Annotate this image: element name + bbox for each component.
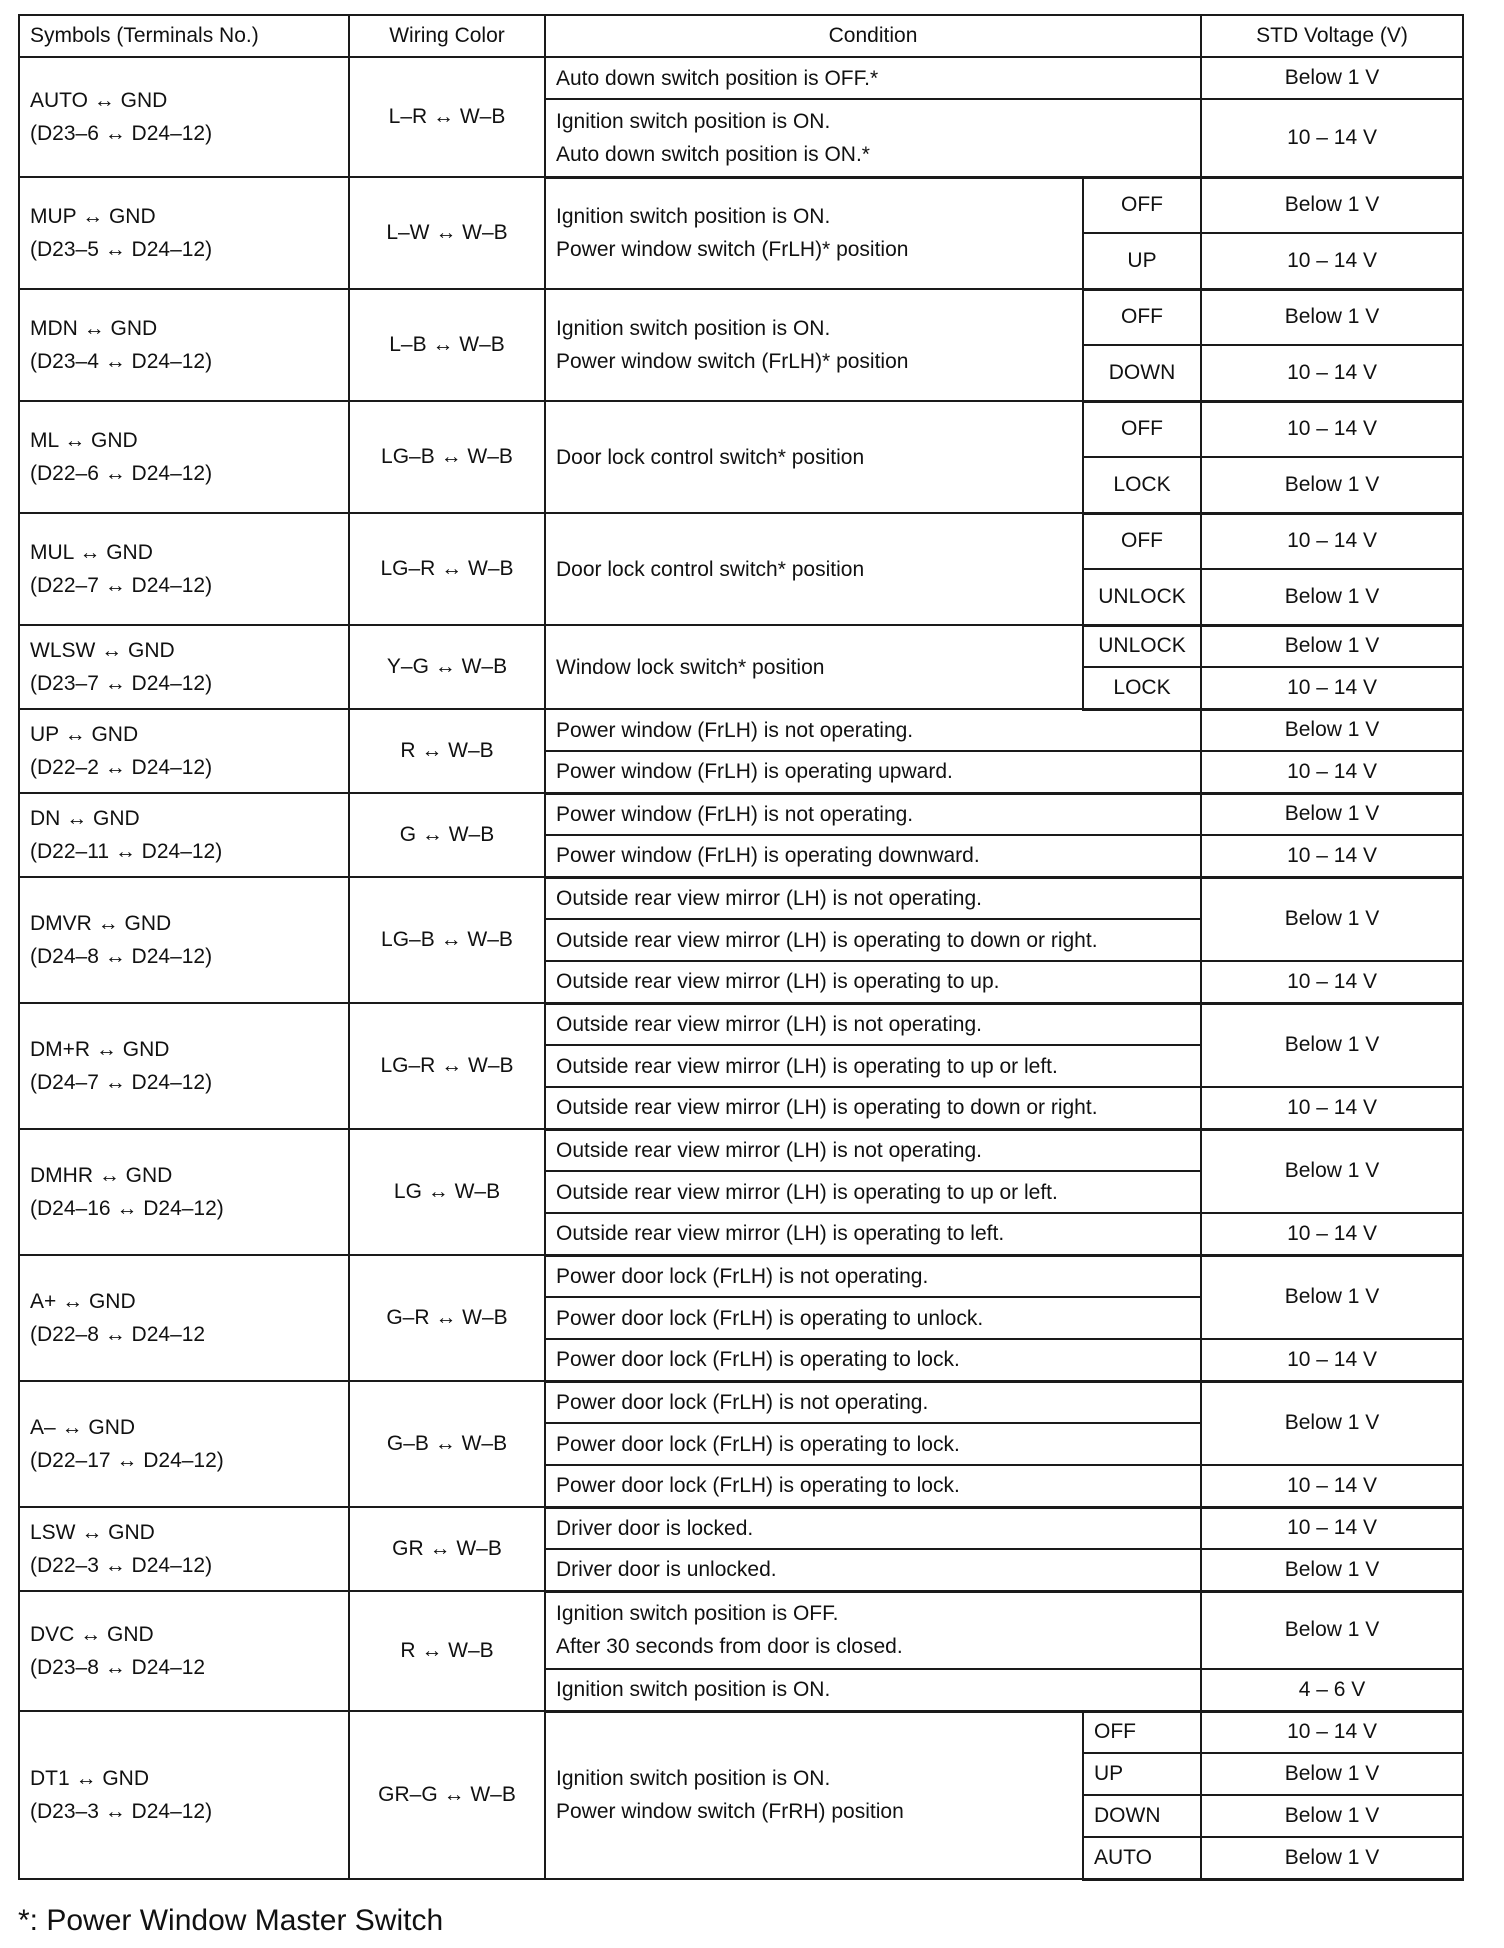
wiring-color-cell: L–R ↔ W–B (349, 57, 545, 177)
wiring-color-cell: L–B ↔ W–B (349, 289, 545, 401)
wiring-color-cell: LG–R ↔ W–B (349, 513, 545, 625)
wiring-color-cell: LG–B ↔ W–B (349, 877, 545, 1003)
header-std-voltage: STD Voltage (V) (1201, 15, 1463, 57)
condition-cell: Ignition switch position is OFF. After 30 seconds from door is closed. (545, 1591, 1201, 1669)
condition-cell: Power door lock (FrLH) is not operating. (545, 1381, 1201, 1423)
condition-cell: Power door lock (FrLH) is operating to lock. (545, 1339, 1201, 1381)
voltage-cell: Below 1 V (1201, 177, 1463, 233)
condition-cell: Door lock control switch* position (545, 401, 1083, 513)
condition-cell: Power door lock (FrLH) is operating to unlock. (545, 1297, 1201, 1339)
voltage-cell: 10 – 14 V (1201, 1339, 1463, 1381)
position-cell: UP (1083, 1753, 1201, 1795)
condition-cell: Ignition switch position is ON. (545, 1669, 1201, 1711)
position-cell: LOCK (1083, 667, 1201, 709)
wiring-color-cell: GR ↔ W–B (349, 1507, 545, 1591)
voltage-cell: 10 – 14 V (1201, 345, 1463, 401)
voltage-cell: 10 – 14 V (1201, 401, 1463, 457)
position-cell: OFF (1083, 1711, 1201, 1753)
table-row (19, 1591, 1463, 1669)
position-cell: UP (1083, 233, 1201, 289)
condition-cell: Outside rear view mirror (LH) is not operating. (545, 1003, 1201, 1045)
condition-cell: Power door lock (FrLH) is operating to lock. (545, 1465, 1201, 1507)
voltage-cell: Below 1 V (1201, 625, 1463, 667)
position-cell: DOWN (1083, 345, 1201, 401)
voltage-cell: 10 – 14 V (1201, 513, 1463, 569)
position-cell: OFF (1083, 177, 1201, 233)
wiring-color-cell: GR–G ↔ W–B (349, 1711, 545, 1879)
condition-cell: Power window (FrLH) is not operating. (545, 709, 1201, 751)
voltage-cell: 10 – 14 V (1201, 751, 1463, 793)
footnote: *: Power Window Master Switch (18, 1904, 444, 1937)
symbol-cell: UP ↔ GND (D22–2 ↔ D24–12) (19, 709, 349, 793)
condition-cell: Outside rear view mirror (LH) is operating to up. (545, 961, 1201, 1003)
position-cell: OFF (1083, 401, 1201, 457)
table-row (19, 625, 1463, 667)
table-header-row (19, 15, 1463, 57)
terminal-voltage-table (18, 14, 1464, 1881)
table-row (19, 57, 1463, 99)
condition-cell: Door lock control switch* position (545, 513, 1083, 625)
condition-cell: Power door lock (FrLH) is not operating. (545, 1255, 1201, 1297)
voltage-cell: Below 1 V (1201, 1549, 1463, 1591)
position-cell: UNLOCK (1083, 625, 1201, 667)
voltage-cell: Below 1 V (1201, 1129, 1463, 1213)
wiring-color-cell: R ↔ W–B (349, 709, 545, 793)
voltage-cell: Below 1 V (1201, 457, 1463, 513)
voltage-cell: Below 1 V (1201, 1837, 1463, 1879)
voltage-cell: Below 1 V (1201, 1795, 1463, 1837)
condition-cell: Outside rear view mirror (LH) is operating to up or left. (545, 1171, 1201, 1213)
table-row (19, 177, 1463, 233)
condition-cell: Window lock switch* position (545, 625, 1083, 709)
symbol-cell: LSW ↔ GND (D22–3 ↔ D24–12) (19, 1507, 349, 1591)
table-row (19, 1711, 1463, 1753)
table-row (19, 1255, 1463, 1297)
table-row (19, 513, 1463, 569)
symbol-cell: ML ↔ GND (D22–6 ↔ D24–12) (19, 401, 349, 513)
wiring-color-cell: G ↔ W–B (349, 793, 545, 877)
header-condition: Condition (545, 15, 1201, 57)
wiring-color-cell: R ↔ W–B (349, 1591, 545, 1711)
voltage-cell: 10 – 14 V (1201, 1507, 1463, 1549)
condition-cell: Ignition switch position is ON. Power window switch (FrRH) position (545, 1711, 1083, 1879)
table-row (19, 793, 1463, 835)
position-cell: DOWN (1083, 1795, 1201, 1837)
voltage-cell: Below 1 V (1201, 289, 1463, 345)
symbol-cell: A+ ↔ GND (D22–8 ↔ D24–12 (19, 1255, 349, 1381)
table-row (19, 401, 1463, 457)
symbol-cell: MUP ↔ GND (D23–5 ↔ D24–12) (19, 177, 349, 289)
table-row (19, 709, 1463, 751)
voltage-cell: 10 – 14 V (1201, 1213, 1463, 1255)
condition-cell: Power door lock (FrLH) is operating to lock. (545, 1423, 1201, 1465)
condition-cell: Power window (FrLH) is operating downward. (545, 835, 1201, 877)
symbol-cell: AUTO ↔ GND (D23–6 ↔ D24–12) (19, 57, 349, 177)
table-row (19, 1003, 1463, 1045)
condition-cell: Outside rear view mirror (LH) is operating to left. (545, 1213, 1201, 1255)
voltage-cell: 10 – 14 V (1201, 835, 1463, 877)
voltage-cell: Below 1 V (1201, 1255, 1463, 1339)
voltage-cell: 10 – 14 V (1201, 667, 1463, 709)
condition-cell: Driver door is locked. (545, 1507, 1201, 1549)
symbol-cell: DM+R ↔ GND (D24–7 ↔ D24–12) (19, 1003, 349, 1129)
voltage-cell: 10 – 14 V (1201, 1087, 1463, 1129)
terminal-voltage-sheet (18, 14, 1462, 1881)
condition-cell: Ignition switch position is ON. Power window switch (FrLH)* position (545, 177, 1083, 289)
condition-cell: Driver door is unlocked. (545, 1549, 1201, 1591)
condition-cell: Ignition switch position is ON. Power window switch (FrLH)* position (545, 289, 1083, 401)
condition-cell: Power window (FrLH) is operating upward. (545, 751, 1201, 793)
position-cell: OFF (1083, 289, 1201, 345)
position-cell: UNLOCK (1083, 569, 1201, 625)
table-row (19, 1507, 1463, 1549)
wiring-color-cell: Y–G ↔ W–B (349, 625, 545, 709)
position-cell: OFF (1083, 513, 1201, 569)
voltage-cell: 4 – 6 V (1201, 1669, 1463, 1711)
position-cell: LOCK (1083, 457, 1201, 513)
condition-cell: Outside rear view mirror (LH) is operating to down or right. (545, 1087, 1201, 1129)
voltage-cell: 10 – 14 V (1201, 961, 1463, 1003)
position-cell: AUTO (1083, 1837, 1201, 1879)
symbol-cell: WLSW ↔ GND (D23–7 ↔ D24–12) (19, 625, 349, 709)
voltage-cell: 10 – 14 V (1201, 99, 1463, 177)
condition-cell: Outside rear view mirror (LH) is not operating. (545, 1129, 1201, 1171)
voltage-cell: Below 1 V (1201, 1591, 1463, 1669)
symbol-cell: MDN ↔ GND (D23–4 ↔ D24–12) (19, 289, 349, 401)
voltage-cell: Below 1 V (1201, 1753, 1463, 1795)
voltage-cell: Below 1 V (1201, 793, 1463, 835)
symbol-cell: A– ↔ GND (D22–17 ↔ D24–12) (19, 1381, 349, 1507)
table-row (19, 1129, 1463, 1171)
voltage-cell: Below 1 V (1201, 709, 1463, 751)
voltage-cell: 10 – 14 V (1201, 233, 1463, 289)
symbol-cell: DVC ↔ GND (D23–8 ↔ D24–12 (19, 1591, 349, 1711)
symbol-cell: DMHR ↔ GND (D24–16 ↔ D24–12) (19, 1129, 349, 1255)
header-symbols: Symbols (Terminals No.) (19, 15, 349, 57)
symbol-cell: MUL ↔ GND (D22–7 ↔ D24–12) (19, 513, 349, 625)
symbol-cell: DT1 ↔ GND (D23–3 ↔ D24–12) (19, 1711, 349, 1879)
condition-cell: Outside rear view mirror (LH) is operating to up or left. (545, 1045, 1201, 1087)
wiring-color-cell: LG–B ↔ W–B (349, 401, 545, 513)
condition-cell: Auto down switch position is OFF.* (545, 57, 1201, 99)
voltage-cell: Below 1 V (1201, 57, 1463, 99)
header-wiring-color: Wiring Color (349, 15, 545, 57)
voltage-cell: Below 1 V (1201, 1003, 1463, 1087)
symbol-cell: DMVR ↔ GND (D24–8 ↔ D24–12) (19, 877, 349, 1003)
voltage-cell: 10 – 14 V (1201, 1711, 1463, 1753)
wiring-color-cell: L–W ↔ W–B (349, 177, 545, 289)
condition-cell: Outside rear view mirror (LH) is operating to down or right. (545, 919, 1201, 961)
table-row (19, 289, 1463, 345)
condition-cell: Outside rear view mirror (LH) is not operating. (545, 877, 1201, 919)
wiring-color-cell: LG–R ↔ W–B (349, 1003, 545, 1129)
symbol-cell: DN ↔ GND (D22–11 ↔ D24–12) (19, 793, 349, 877)
table-row (19, 1381, 1463, 1423)
wiring-color-cell: LG ↔ W–B (349, 1129, 545, 1255)
wiring-color-cell: G–B ↔ W–B (349, 1381, 545, 1507)
wiring-color-cell: G–R ↔ W–B (349, 1255, 545, 1381)
condition-cell: Power window (FrLH) is not operating. (545, 793, 1201, 835)
table-row (19, 877, 1463, 919)
condition-cell: Ignition switch position is ON. Auto down switch position is ON.* (545, 99, 1201, 177)
voltage-cell: 10 – 14 V (1201, 1465, 1463, 1507)
voltage-cell: Below 1 V (1201, 1381, 1463, 1465)
voltage-cell: Below 1 V (1201, 569, 1463, 625)
voltage-cell: Below 1 V (1201, 877, 1463, 961)
